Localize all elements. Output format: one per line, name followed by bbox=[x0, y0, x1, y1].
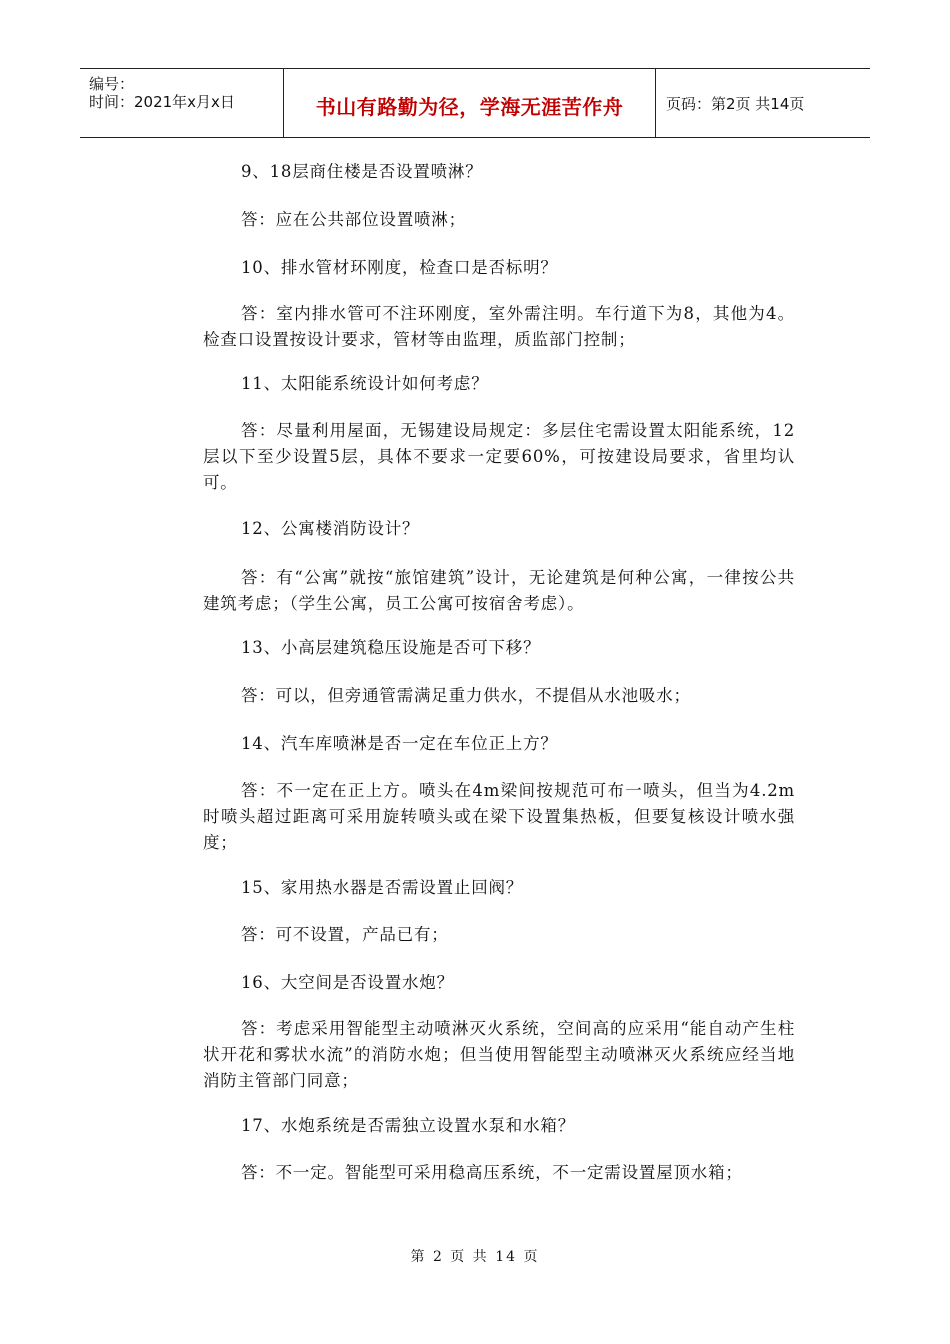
document-number-label: 编号： bbox=[89, 75, 135, 93]
question-17: 17、水炮系统是否需独立设置水泵和水箱？ bbox=[241, 1116, 575, 1135]
page-footer: 第 2 页 共 14 页 bbox=[410, 1249, 540, 1265]
question-9: 9、18层商住楼是否设置喷淋？ bbox=[241, 162, 483, 181]
answer-17: 答：不一定。智能型可采用稳高压系统，不一定需设置屋顶水箱； bbox=[241, 1163, 743, 1182]
question-15: 15、家用热水器是否需设置止回阀？ bbox=[241, 878, 524, 897]
answer-9: 答：应在公共部位设置喷淋； bbox=[241, 210, 466, 229]
question-14: 14、汽车库喷淋是否一定在车位正上方？ bbox=[241, 734, 558, 753]
question-11: 11、太阳能系统设计如何考虑？ bbox=[241, 374, 489, 393]
answer-10: 答：室内排水管可不注环刚度，室外需注明。车行道下为8，其他为4。检查口设置按设计要求，管材等由监理，质监部门控制； bbox=[203, 304, 795, 349]
header-motto: 书山有路勤为径，学海无涯苦作舟 bbox=[315, 95, 624, 119]
header-page-number: 页码：第2页 共14页 bbox=[666, 95, 805, 113]
answer-12: 答：有“公寓”就按“旅馆建筑”设计，无论建筑是何种公寓，一律按公共建筑考虑；（学生公寓，员工公寓可按宿舍考虑）。 bbox=[203, 568, 795, 613]
header-page-cell bbox=[655, 69, 870, 137]
answer-14: 答：不一定在正上方。喷头在4m梁间按规范可布一喷头，但当为4.2m时喷头超过距离可采用旋转喷头或在梁下设置集热板，但要复核设计喷水强度； bbox=[203, 781, 795, 852]
page-header bbox=[80, 68, 870, 138]
answer-13: 答：可以，但旁通管需满足重力供水，不提倡从水池吸水； bbox=[241, 686, 691, 705]
question-16: 16、大空间是否设置水炮？ bbox=[241, 973, 454, 992]
answer-16: 答：考虑采用智能型主动喷淋灭火系统，空间高的应采用“能自动产生柱状开花和雾状水流”的消防水炮；但当使用智能型主动喷淋灭火系统应经当地消防主管部门同意； bbox=[203, 1019, 795, 1090]
header-meta-cell bbox=[80, 69, 283, 137]
answer-11: 答：尽量利用屋面，无锡建设局规定：多层住宅需设置太阳能系统，12层以下至少设置5层，具体不要求一定要60%，可按建设局要求，省里均认可。 bbox=[203, 421, 795, 492]
question-13: 13、小高层建筑稳压设施是否可下移？ bbox=[241, 638, 541, 657]
answer-15: 答：可不设置，产品已有； bbox=[241, 925, 449, 944]
header-motto-cell bbox=[283, 69, 656, 137]
document-date-label: 时间：2021年x月x日 bbox=[89, 93, 235, 111]
question-10: 10、排水管材环刚度，检查口是否标明？ bbox=[241, 258, 558, 277]
question-12: 12、公寓楼消防设计？ bbox=[241, 519, 420, 538]
